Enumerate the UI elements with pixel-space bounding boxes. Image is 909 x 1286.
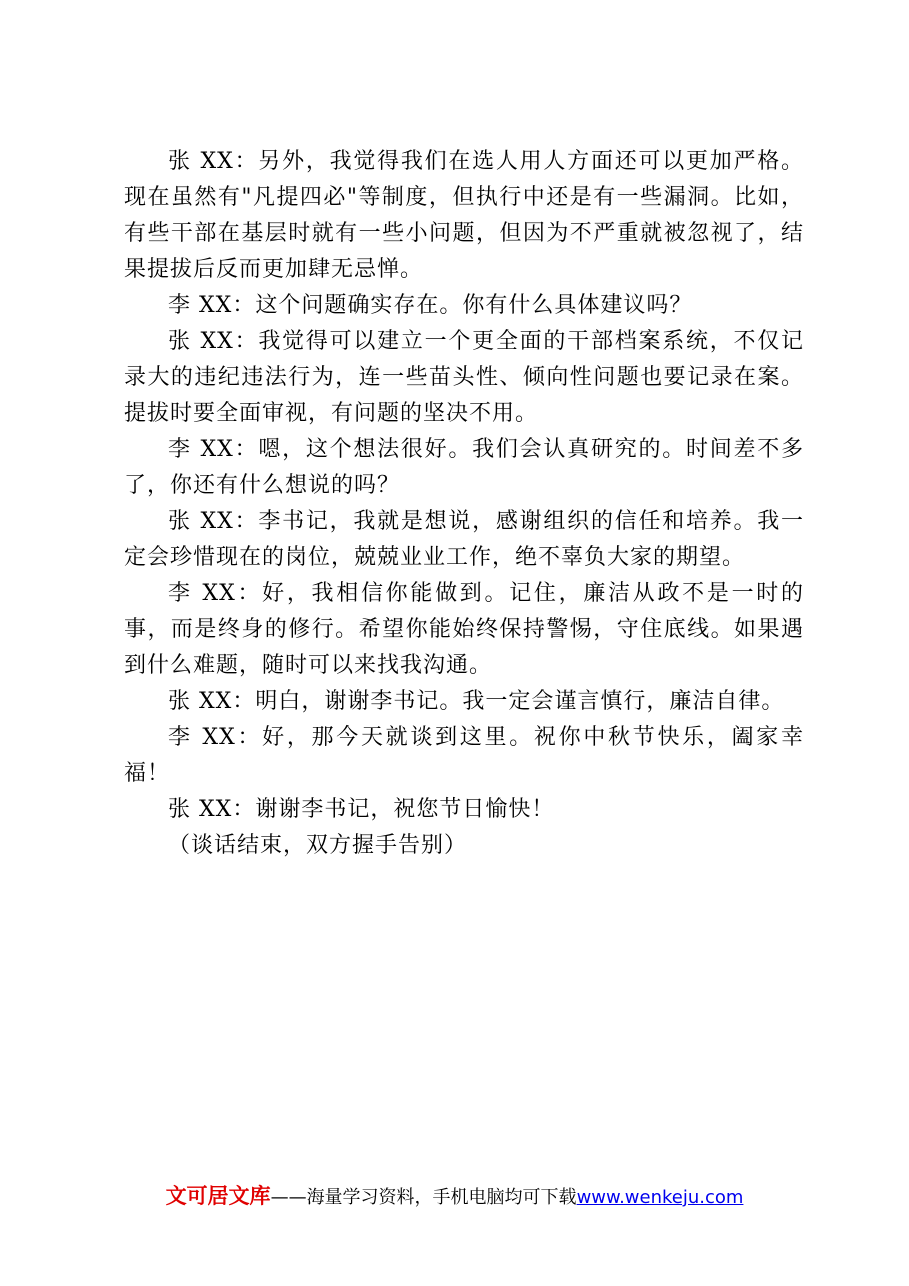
dialogue-paragraph: 张 XX：另外，我觉得我们在选人用人方面还可以更加严格。现在虽然有"凡提四必"等制度，但执行中还是有一些漏洞。比如，有些干部在基层时就有一些小问题，但因为不严重就被忽视了，结果提拔后反而更加肆无忌惮。 (124, 149, 804, 282)
dialogue-paragraph: 李 XX：好，那今天就谈到这里。祝你中秋节快乐，阖家幸福！ (124, 725, 804, 786)
dialogue-paragraph: 张 XX：谢谢李书记，祝您节日愉快！ (168, 797, 555, 822)
footer-website-link[interactable]: www.wenkeju.com (576, 1187, 744, 1208)
footer-banner (0, 1181, 909, 1213)
dialogue-paragraph: 李 XX：好，我相信你能做到。记住，廉洁从政不是一时的事，而是终身的修行。希望你能始终保持警惕，守住底线。如果遇到什么难题，随时可以来找我沟通。 (124, 581, 804, 678)
footer-tagline: ——海量学习资料，手机电脑均可下载 (270, 1187, 577, 1208)
closing-note: （谈话结束，双方握手告别） (168, 833, 468, 858)
dialogue-paragraph: 李 XX：嗯，这个想法很好。我们会认真研究的。时间差不多了，你还有什么想说的吗？ (124, 437, 804, 498)
footer-brand: 文可居文库 (165, 1184, 271, 1208)
dialogue-paragraph: 李 XX：这个问题确实存在。你有什么具体建议吗？ (168, 293, 693, 318)
dialogue-paragraph: 张 XX：我觉得可以建立一个更全面的干部档案系统，不仅记录大的违纪违法行为，连一些苗头性、倾向性问题也要记录在案。提拔时要全面审视，有问题的坚决不用。 (124, 329, 804, 426)
dialogue-paragraph: 张 XX：李书记，我就是想说，感谢组织的信任和培养。我一定会珍惜现在的岗位，兢兢业业工作，绝不辜负大家的期望。 (124, 509, 804, 570)
document-body (124, 144, 804, 864)
dialogue-paragraph: 张 XX：明白，谢谢李书记。我一定会谨言慎行，廉洁自律。 (168, 689, 785, 714)
